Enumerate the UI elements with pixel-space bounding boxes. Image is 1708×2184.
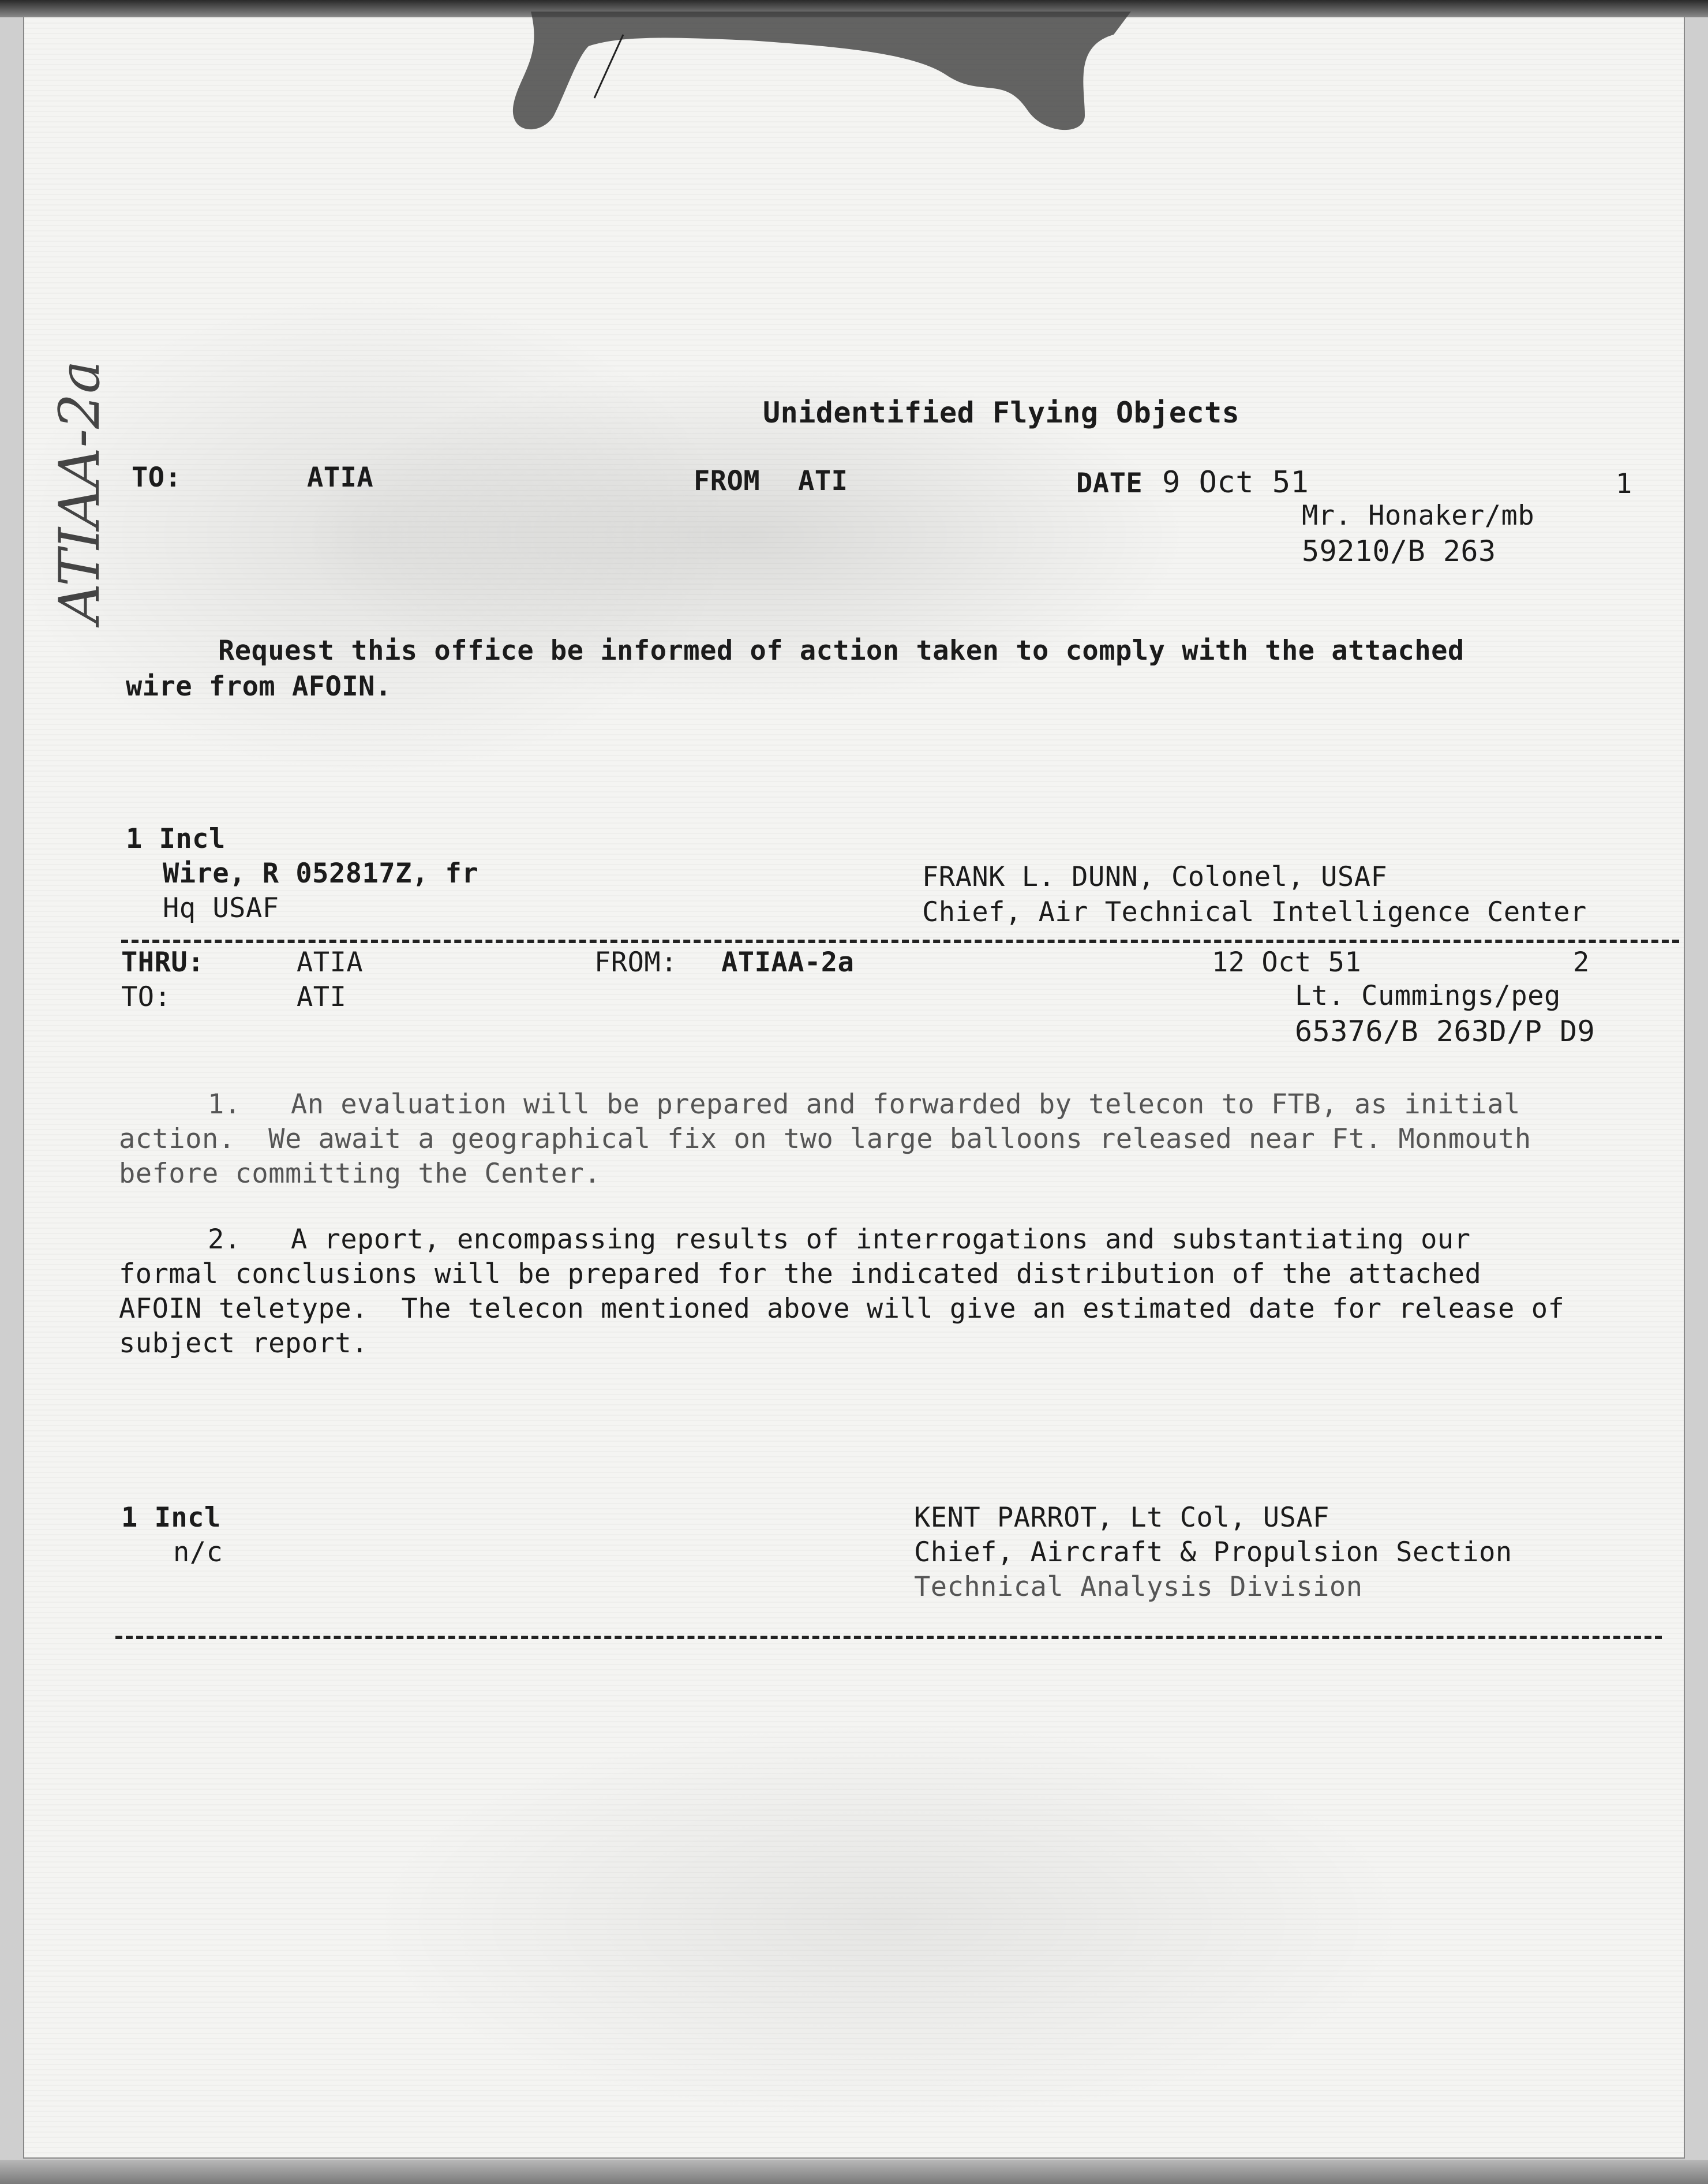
memo2-signer-title-2: Technical Analysis Division (914, 1571, 1363, 1603)
document-title: Unidentified Flying Objects (763, 396, 1240, 429)
memo1-author: Mr. Honaker/mb (1302, 500, 1535, 532)
memo1-to-label: TO: (132, 462, 182, 493)
memo2-to-label: TO: (121, 981, 171, 1013)
memo2-to-value: ATI (297, 981, 347, 1013)
memo2-date: 12 Oct 51 (1212, 947, 1362, 978)
memo2-thru-value: ATIA (297, 947, 364, 978)
section-divider-1 (121, 940, 1679, 943)
section-divider-2 (115, 1636, 1662, 1639)
memo2-page-number: 2 (1573, 947, 1590, 978)
memo2-para2-line-2: formal conclusions will be prepared for the indicated distribution of the attached (119, 1258, 1482, 1290)
memo1-page-number: 1 (1616, 468, 1632, 500)
memo2-para1-line-2: action. We await a geographical fix on two large balloons released near Ft. Monmouth (119, 1123, 1531, 1155)
memo1-from-value: ATI (798, 465, 848, 497)
memo-page (23, 16, 1685, 2159)
memo2-para2-line-1: 2. A report, encompassing results of interrogations and substantiating our (208, 1224, 1471, 1255)
memo1-to-value: ATIA (307, 462, 374, 493)
memo1-reference: 59210/B 263 (1302, 534, 1496, 568)
memo2-para1-line-1: 1. An evaluation will be prepared and forwarded by telecon to FTB, as initial (208, 1089, 1520, 1120)
memo2-para1-line-3: before committing the Center. (119, 1158, 601, 1190)
memo2-para2-line-4: subject report. (119, 1327, 368, 1359)
memo2-inclosure-count: 1 Incl (121, 1502, 221, 1534)
memo2-author: Lt. Cummings/peg (1295, 980, 1561, 1012)
memo1-date-label: DATE (1076, 468, 1143, 499)
handwritten-file-note: ATIAA-2a (47, 360, 112, 623)
memo1-body-line-2: wire from AFOIN. (126, 671, 392, 702)
memo1-inclosure-count: 1 Incl (126, 823, 226, 855)
memo1-signer-title: Chief, Air Technical Intelligence Center (922, 896, 1587, 928)
memo2-thru-label: THRU: (121, 947, 204, 978)
memo1-inclosure-source: Hq USAF (163, 892, 279, 924)
memo1-signer-name: FRANK L. DUNN, Colonel, USAF (922, 861, 1388, 893)
memo1-body-line-1: Request this office be informed of action taken to comply with the attached (218, 635, 1464, 667)
memo2-signer-title-1: Chief, Aircraft & Propulsion Section (914, 1536, 1512, 1568)
memo2-para2-line-3: AFOIN teletype. The telecon mentioned above will give an estimated date for release of (119, 1293, 1565, 1325)
paper-clip-shadow (508, 12, 1154, 139)
memo2-from-label: FROM: (594, 947, 677, 978)
memo1-inclosure-wire: Wire, R 052817Z, fr (163, 858, 479, 889)
memo2-reference: 65376/B 263D/P D9 (1295, 1015, 1595, 1048)
memo2-inclosure-note: n/c (173, 1536, 223, 1568)
memo2-signer-name: KENT PARROT, Lt Col, USAF (914, 1502, 1329, 1534)
memo1-from-label: FROM (694, 465, 761, 497)
memo1-date-value: 9 Oct 51 (1162, 465, 1309, 500)
memo2-from-value: ATIAA-2a (721, 947, 855, 978)
scan-bottom-edge (0, 2160, 1708, 2184)
